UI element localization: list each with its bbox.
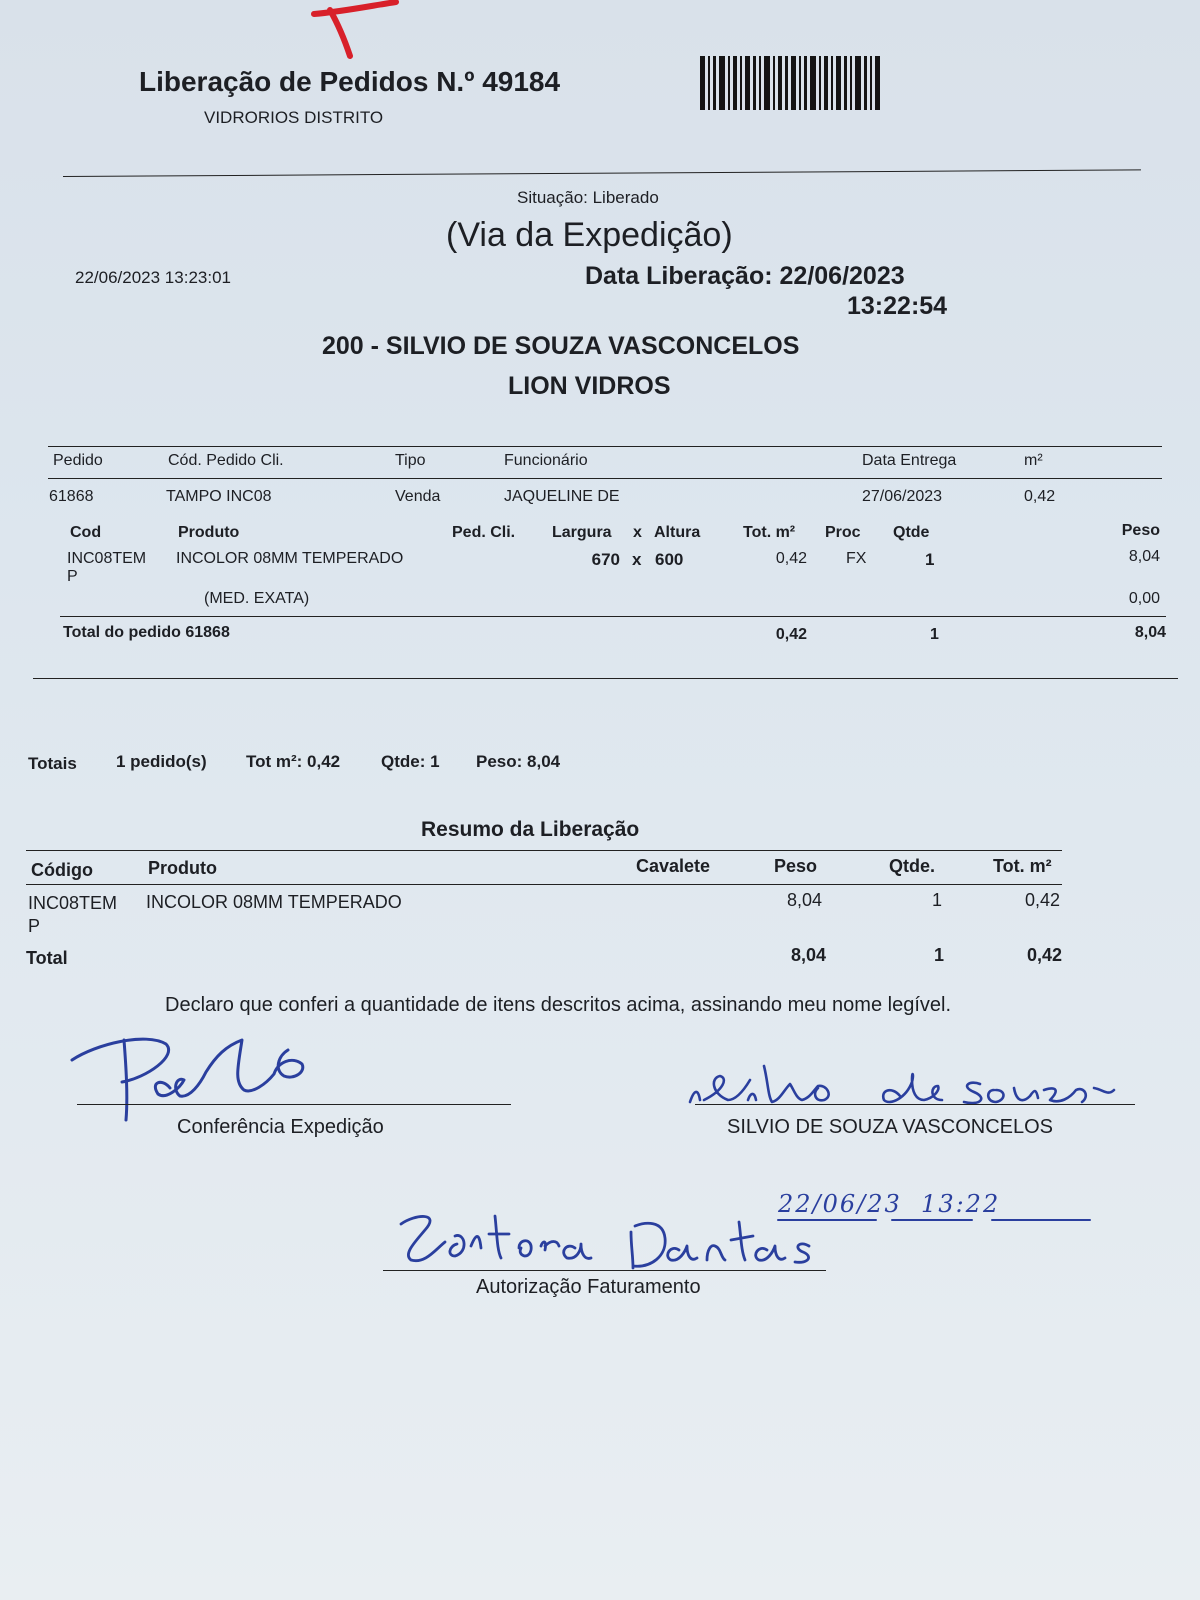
summary-col-qtde: Qtde.: [889, 856, 936, 876]
summary-col-tot-m2: Tot. m²: [993, 856, 1052, 876]
handwritten-date: 22/06/23 13:22: [778, 1190, 1001, 1218]
print-datetime: 22/06/2023 13:23:01: [75, 268, 231, 287]
col-produto-header: Produto: [178, 524, 240, 541]
summary-qtde: 1: [932, 890, 943, 910]
status-text: Situação: Liberado: [517, 188, 659, 207]
summary-col-cavalete: Cavalete: [636, 856, 711, 876]
client-signature-label: SILVIO DE SOUZA VASCONCELOS: [727, 1116, 1054, 1138]
item-peso: 8,04: [1128, 548, 1160, 565]
item-product: INCOLOR 08MM TEMPERADO: [176, 550, 404, 567]
order-type: Venda: [395, 488, 441, 505]
order-total-qtde: 1: [930, 626, 939, 643]
order-total-label: Total do pedido 61868: [63, 624, 230, 641]
summary-product: INCOLOR 08MM TEMPERADO: [146, 892, 402, 912]
col-peso-header: Peso: [1121, 522, 1160, 539]
item-note-peso: 0,00: [1128, 590, 1160, 607]
release-time: 13:22:54: [847, 292, 948, 320]
totals-label: Totais: [28, 754, 77, 773]
col-largura-header: Largura: [552, 524, 612, 541]
document-title: Liberação de Pedidos N.º 49184: [139, 66, 561, 97]
col-tot-m2-header: Tot. m²: [743, 524, 796, 541]
summary-total-qtde: 1: [934, 945, 945, 965]
red-handwritten-mark: [300, 0, 410, 62]
totals-pedidos: 1 pedido(s): [116, 752, 207, 771]
summary-code-line2: P: [28, 916, 41, 936]
order-table-top-line: [48, 446, 1162, 447]
order-table-header-line: [48, 478, 1162, 479]
conferencia-signature-line: [77, 1104, 511, 1105]
summary-total-m2: 0,42: [1026, 945, 1062, 965]
col-funcionario-header: Funcionário: [504, 452, 588, 469]
order-section-bottom-line: [33, 678, 1178, 679]
item-width: 670: [591, 550, 620, 569]
item-qtde: 1: [925, 550, 935, 569]
summary-title: Resumo da Liberação: [421, 818, 640, 841]
barcode: [700, 56, 890, 110]
summary-peso: 8,04: [786, 890, 822, 910]
col-ped-cli-header: Ped. Cli.: [452, 524, 516, 541]
client-order-code: TAMPO INC08: [166, 488, 272, 505]
order-number: 61868: [49, 488, 94, 505]
employee: JAQUELINE DE: [504, 488, 620, 505]
summary-col-codigo: Código: [31, 860, 93, 880]
autorizacao-signature: [395, 1206, 825, 1286]
order-total-line: [60, 616, 1166, 617]
totals-qtde: Qtde: 1: [381, 752, 440, 771]
summary-total-label: Total: [26, 948, 68, 968]
col-cod-header: Cod: [70, 524, 102, 541]
col-cod-pedido-cli-header: Cód. Pedido Cli.: [168, 452, 284, 469]
conferencia-label: Conferência Expedição: [177, 1116, 384, 1138]
col-m2-header: m²: [1024, 452, 1043, 469]
autorizacao-signature-line: [383, 1270, 826, 1271]
header-divider: [63, 169, 1141, 177]
client-name: 200 - SILVIO DE SOUZA VASCONCELOS: [322, 332, 800, 360]
summary-tot-m2: 0,42: [1024, 890, 1060, 910]
totals-m2: Tot m²: 0,42: [246, 752, 341, 771]
summary-code-line1: INC08TEM: [28, 893, 118, 913]
item-tot-m2: 0,42: [775, 550, 807, 567]
autorizacao-label: Autorização Faturamento: [476, 1276, 701, 1298]
via-text: (Via da Expedição): [446, 216, 733, 254]
summary-col-produto: Produto: [148, 858, 217, 878]
item-note: (MED. EXATA): [204, 590, 310, 607]
item-code-line1: INC08TEM: [67, 550, 147, 567]
col-pedido-header: Pedido: [53, 452, 103, 469]
item-code-line2: P: [67, 568, 78, 585]
col-x-header: x: [633, 524, 642, 541]
declaration-text: Declaro que conferi a quantidade de itens descritos acima, assinando meu nome legível.: [165, 994, 952, 1016]
item-proc: FX: [846, 550, 867, 567]
conferencia-signature: [66, 1026, 346, 1126]
order-total-peso: 8,04: [1134, 624, 1166, 641]
client-company: LION VIDROS: [508, 372, 671, 400]
release-date: Data Liberação: 22/06/2023: [585, 262, 905, 290]
totals-peso: Peso: 8,04: [476, 752, 561, 771]
delivery-date: 27/06/2023: [862, 488, 943, 505]
summary-col-peso: Peso: [774, 856, 818, 876]
order-m2: 0,42: [1024, 488, 1056, 505]
summary-total-peso: 8,04: [790, 945, 826, 965]
summary-top-line: [26, 850, 1062, 851]
col-tipo-header: Tipo: [395, 452, 426, 469]
col-qtde-header: Qtde: [893, 524, 930, 541]
summary-header-line: [26, 884, 1062, 885]
client-signature: [684, 1060, 1154, 1120]
col-altura-header: Altura: [654, 524, 701, 541]
client-signature-line: [695, 1104, 1135, 1105]
company-name: VIDRORIOS DISTRITO: [204, 108, 384, 127]
col-data-entrega-header: Data Entrega: [862, 452, 957, 469]
item-height: 600: [655, 550, 684, 569]
item-times: x: [632, 550, 642, 569]
col-proc-header: Proc: [825, 524, 861, 541]
order-total-m2: 0,42: [775, 626, 807, 643]
